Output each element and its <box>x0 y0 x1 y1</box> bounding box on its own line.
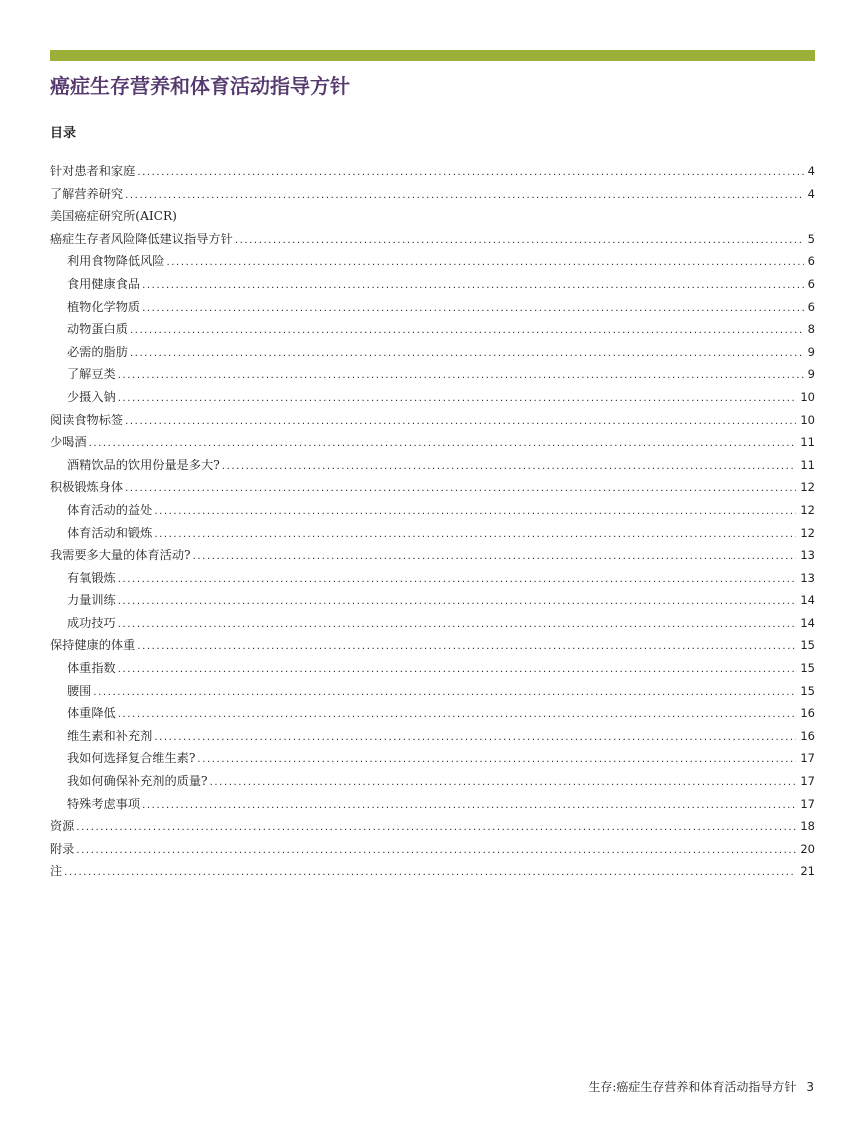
toc-entry-page-number: 5 <box>807 231 815 246</box>
toc-entry-label: 利用食物降低风险 <box>67 254 165 269</box>
toc-entry[interactable] <box>50 860 815 883</box>
toc-entry-label: 我如何选择复合维生素? <box>67 751 196 766</box>
toc-dot-leader <box>76 817 796 840</box>
toc-entry[interactable] <box>50 183 815 206</box>
toc-entry-page-number: 12 <box>800 502 815 517</box>
toc-entry-page-number: 16 <box>800 728 815 743</box>
toc-entry-label: 癌症生存者风险降低建议指导方针 <box>50 231 233 246</box>
toc-entry-page-number: 12 <box>800 525 815 540</box>
toc-entry-page-number: 20 <box>800 841 815 856</box>
toc-entry-label: 必需的脂肪 <box>67 344 128 359</box>
toc-dot-leader <box>154 501 796 524</box>
toc-entry[interactable] <box>50 680 815 703</box>
header-accent-bar <box>50 50 815 61</box>
toc-entry-label: 注 <box>50 864 63 879</box>
toc-entry-label: 体重降低 <box>67 706 116 721</box>
page-footer <box>588 1078 814 1095</box>
toc-entry[interactable] <box>50 725 815 748</box>
toc-entry-page-number: 15 <box>800 661 815 676</box>
toc-entry[interactable] <box>50 702 815 725</box>
toc-entry-page-number: 6 <box>807 276 815 291</box>
toc-entry-page-number: 13 <box>800 548 815 563</box>
toc-entry[interactable] <box>50 612 815 635</box>
toc-entry-label: 酒精饮品的饮用份量是多大? <box>67 457 220 472</box>
toc-dot-leader <box>93 682 796 705</box>
toc-entry[interactable] <box>50 250 815 273</box>
toc-entry-page-number: 21 <box>800 864 815 879</box>
toc-entry-label: 少摄入钠 <box>67 389 116 404</box>
toc-dot-leader <box>235 230 804 253</box>
toc-entry-page-number: 10 <box>800 412 815 427</box>
toc-entry-page-number: 9 <box>807 367 815 382</box>
toc-entry[interactable] <box>50 228 815 251</box>
toc-dot-leader <box>193 546 797 569</box>
toc-entry[interactable] <box>50 409 815 432</box>
toc-entry-page-number: 17 <box>800 751 815 766</box>
toc-entry-label: 针对患者和家庭 <box>50 164 136 178</box>
toc-entry-page-number: 15 <box>800 638 815 653</box>
toc-entry-label: 成功技巧 <box>67 615 116 630</box>
toc-entry-page-number: 16 <box>800 706 815 721</box>
toc-entry[interactable] <box>50 318 815 341</box>
toc-entry-label: 附录 <box>50 841 75 856</box>
toc-entry[interactable] <box>50 273 815 296</box>
toc-entry-label: 动物蛋白质 <box>67 322 128 337</box>
toc-entry[interactable] <box>50 499 815 522</box>
toc-entry[interactable] <box>50 476 815 499</box>
toc-entry[interactable] <box>50 205 815 228</box>
toc-dot-leader <box>118 365 804 388</box>
toc-entry-page-number: 18 <box>800 819 815 834</box>
toc-entry[interactable] <box>50 431 815 454</box>
toc-entry-label: 特殊考虑事项 <box>67 796 141 811</box>
toc-dot-leader <box>197 749 796 772</box>
toc-dot-leader <box>142 298 804 321</box>
toc-entry[interactable] <box>50 522 815 545</box>
toc-entry-page-number: 4 <box>807 164 815 178</box>
toc-entry-label: 力量训练 <box>67 593 116 608</box>
toc-entry[interactable] <box>50 386 815 409</box>
toc-dot-leader <box>118 388 797 411</box>
toc-entry[interactable] <box>50 657 815 680</box>
toc-dot-leader <box>64 862 796 885</box>
toc-dot-leader <box>130 343 804 366</box>
toc-dot-leader <box>125 185 804 208</box>
toc-entry-page-number: 17 <box>800 774 815 789</box>
table-of-contents <box>50 160 815 883</box>
toc-entry[interactable] <box>50 770 815 793</box>
toc-entry-label: 少喝酒 <box>50 435 87 450</box>
toc-entry[interactable] <box>50 634 815 657</box>
toc-entry-page-number: 11 <box>800 457 815 472</box>
toc-entry[interactable] <box>50 747 815 770</box>
toc-heading: 目录 <box>50 126 77 141</box>
toc-dot-leader <box>118 704 797 727</box>
toc-dot-leader <box>118 614 797 637</box>
toc-dot-leader <box>137 162 803 185</box>
toc-entry-label: 我需要多大量的体育活动? <box>50 548 191 563</box>
toc-entry[interactable] <box>50 838 815 861</box>
toc-entry[interactable] <box>50 793 815 816</box>
toc-dot-leader <box>154 524 796 547</box>
toc-dot-leader <box>142 795 796 818</box>
footer-page-number: 3 <box>806 1080 814 1094</box>
toc-dot-leader <box>125 411 796 434</box>
document-title: 癌症生存营养和体育活动指导方针 <box>50 74 350 98</box>
toc-entry-label: 保持健康的体重 <box>50 638 136 653</box>
toc-dot-leader <box>89 433 797 456</box>
toc-entry[interactable] <box>50 589 815 612</box>
toc-entry-label: 腰围 <box>67 683 92 698</box>
toc-dot-leader <box>154 727 796 750</box>
toc-entry[interactable] <box>50 341 815 364</box>
toc-entry-label: 植物化学物质 <box>67 299 141 314</box>
toc-entry-page-number: 4 <box>807 186 815 201</box>
toc-entry[interactable] <box>50 544 815 567</box>
toc-entry[interactable] <box>50 815 815 838</box>
toc-dot-leader <box>125 478 796 501</box>
toc-dot-leader <box>137 636 796 659</box>
toc-entry[interactable] <box>50 454 815 477</box>
toc-entry-label: 维生素和补充剂 <box>67 728 153 743</box>
toc-entry-page-number: 6 <box>807 299 815 314</box>
toc-entry-label: 了解营养研究 <box>50 186 124 201</box>
toc-entry-label: 体育活动和锻炼 <box>67 525 153 540</box>
toc-entry-label: 积极锻炼身体 <box>50 480 124 495</box>
toc-dot-leader <box>76 840 796 863</box>
toc-entry-label: 美国癌症研究所(AICR) <box>50 209 177 224</box>
toc-entry-page-number: 12 <box>800 480 815 495</box>
toc-entry-page-number: 6 <box>807 254 815 269</box>
toc-entry-label: 资源 <box>50 819 75 834</box>
toc-entry-label: 食用健康食品 <box>67 276 141 291</box>
toc-entry-page-number: 17 <box>800 796 815 811</box>
toc-entry-label: 了解豆类 <box>67 367 116 382</box>
toc-dot-leader <box>130 320 804 343</box>
toc-entry-page-number: 14 <box>800 615 815 630</box>
toc-dot-leader <box>118 569 797 592</box>
toc-entry[interactable] <box>50 363 815 386</box>
toc-entry-page-number: 8 <box>807 322 815 337</box>
toc-entry[interactable] <box>50 567 815 590</box>
toc-entry-page-number: 14 <box>800 593 815 608</box>
toc-entry-label: 体重指数 <box>67 661 116 676</box>
toc-entry-page-number: 11 <box>800 435 815 450</box>
toc-entry-label: 有氧锻炼 <box>67 570 116 585</box>
toc-dot-leader <box>142 275 804 298</box>
toc-entry[interactable] <box>50 296 815 319</box>
toc-dot-leader <box>210 772 797 795</box>
toc-dot-leader <box>222 456 797 479</box>
footer-title: 生存:癌症生存营养和体育活动指导方针 <box>588 1080 797 1094</box>
toc-entry-label: 阅读食物标签 <box>50 412 124 427</box>
toc-entry-page-number: 9 <box>807 344 815 359</box>
toc-entry-page-number: 13 <box>800 570 815 585</box>
toc-entry[interactable] <box>50 160 815 183</box>
toc-entry-page-number: 15 <box>800 683 815 698</box>
toc-entry-label: 我如何确保补充剂的质量? <box>67 774 208 789</box>
toc-entry-page-number: 10 <box>800 389 815 404</box>
toc-entry-label: 体育活动的益处 <box>67 502 153 517</box>
toc-dot-leader <box>118 591 797 614</box>
toc-dot-leader <box>118 659 797 682</box>
toc-dot-leader <box>167 252 804 275</box>
